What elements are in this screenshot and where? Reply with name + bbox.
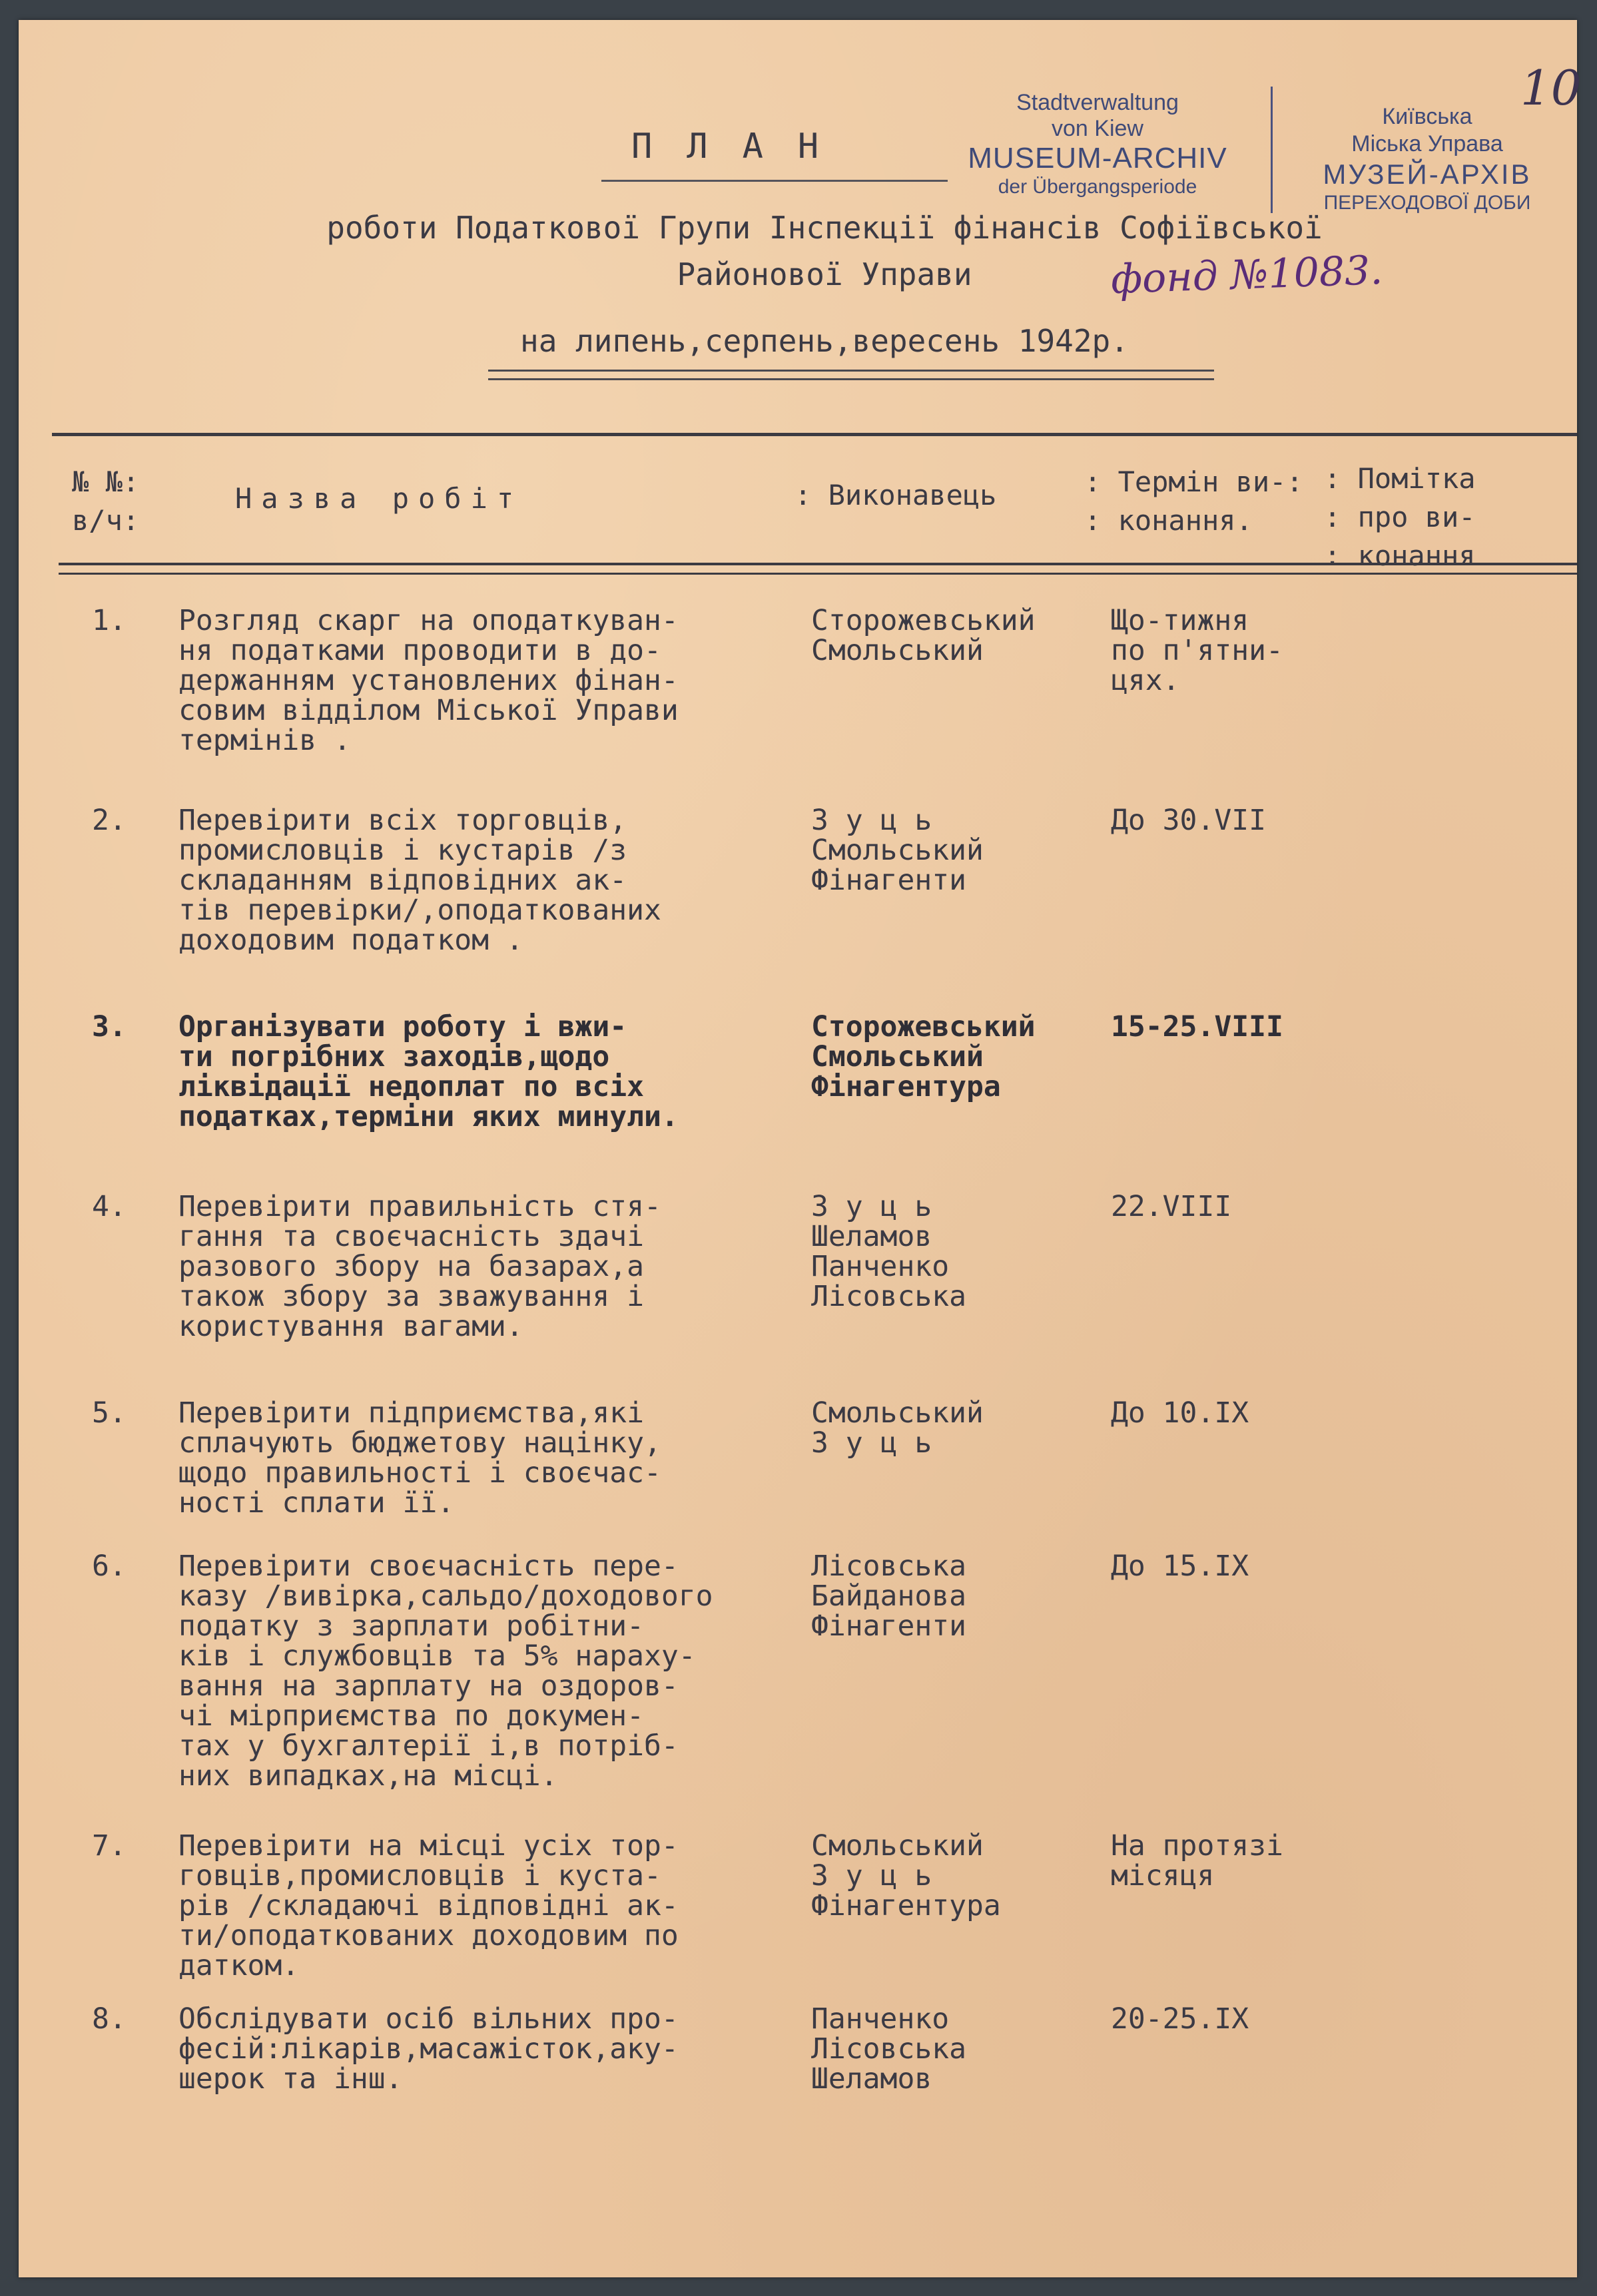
stamp-ua-line2: Міська Управа (1351, 131, 1503, 156)
executors-line: З у ц ь (811, 1426, 932, 1460)
executors-line: З у ц ь (811, 1190, 932, 1223)
task-description-line: тів перевірки/,оподаткованих (178, 894, 661, 927)
task-description (178, 1398, 818, 1518)
task-description-line: ня податками проводити в до- (178, 634, 661, 667)
completion-term-line: 15-25.VIII (1111, 1010, 1283, 1043)
header-executor: : Виконавець (795, 479, 997, 511)
completion-term (1111, 806, 1391, 836)
row-number: 4. (92, 1190, 127, 1223)
task-description-line: казу /вивірка,сальдо/доходового (178, 1579, 713, 1613)
task-description-line: ків і службовців та 5% нараху- (178, 1639, 696, 1673)
executors-line: Смольський (811, 1829, 984, 1863)
task-description-line: Перевірити правильність стя- (178, 1190, 661, 1223)
task-description-line: складанням відповідних ак- (178, 864, 627, 897)
completion-term (1111, 1552, 1391, 1581)
stamp-de-line1: Stadtverwaltung (1016, 90, 1179, 115)
period-underline-2 (488, 378, 1214, 380)
task-description-line: ти/оподаткованих доходовим по (178, 1919, 679, 1952)
task-description (178, 1831, 818, 1981)
executors-line: Панченко (811, 1250, 950, 1283)
completion-term (1111, 1192, 1391, 1222)
task-description-line: рів /складаючі відповідні ак- (178, 1889, 679, 1922)
task-description-line: доходовим податком . (178, 924, 523, 957)
title-underline (601, 180, 948, 182)
executors-line: З у ц ь (811, 804, 932, 837)
museum-archive-stamp-german (924, 90, 1271, 198)
task-description-line: сплачують бюджетову націнку, (178, 1426, 661, 1460)
museum-archive-stamp-ukrainian (1284, 103, 1570, 215)
task-description-line: Перевірити підприємства,які (178, 1396, 644, 1430)
executors-line: Шеламов (811, 1220, 932, 1253)
executors-line: Лісовська (811, 2032, 966, 2066)
task-description-line: вання на зарплату на оздоров- (178, 1669, 679, 1703)
completion-term (1111, 1398, 1391, 1428)
stamp-de-line4: der Übergangsperiode (998, 175, 1197, 198)
executors-line: Лісовська (811, 1280, 966, 1313)
executors-line: Смольський (811, 1396, 984, 1430)
executors (811, 1552, 1084, 1641)
task-description (178, 806, 818, 956)
task-description-line: них випадках,на місці. (178, 1759, 558, 1793)
task-description-line: Розгляд скарг на оподаткуван- (178, 604, 679, 637)
completion-term-line: На протязі (1111, 1829, 1283, 1863)
executors (811, 2004, 1084, 2094)
table-header-rule-1 (59, 563, 1577, 565)
executors-line: Фінагенти (811, 1609, 966, 1643)
executors-line: Лісовська (811, 1550, 966, 1583)
table-top-rule (52, 433, 1577, 436)
executors (811, 606, 1084, 666)
completion-term-line: До 10.IX (1111, 1396, 1249, 1430)
completion-term-line: 22.VIII (1111, 1190, 1232, 1223)
task-description-line: користування вагами. (178, 1310, 523, 1343)
completion-term-line: по п'ятни- (1111, 634, 1283, 667)
task-description-line: гання та своєчасність здачі (178, 1220, 644, 1253)
executors-line: Сторожевський (811, 1010, 1036, 1043)
handwritten-page-number: 10 (1520, 60, 1582, 116)
stamp-divider (1271, 87, 1273, 213)
executors-line: Смольський (811, 834, 984, 867)
executors-line: Шеламов (811, 2062, 932, 2096)
document-subtitle-line1: роботи Податкової Групи Інспекції фінансів Софіївської (326, 210, 1323, 246)
executors-line: Смольський (811, 634, 984, 667)
task-description-line: Обслідувати осіб вільних про- (178, 2002, 679, 2036)
task-description-line: також збору за зважування і (178, 1280, 644, 1313)
executors-line: Фінагенти (811, 864, 966, 897)
completion-term (1111, 1012, 1391, 1042)
archive-document-page (19, 20, 1582, 2277)
task-description (178, 1192, 818, 1342)
table-header-rule-2 (59, 573, 1577, 575)
stamp-de-line2: von Kiew (1052, 116, 1143, 142)
row-number: 6. (92, 1550, 127, 1583)
handwritten-fond-note: фонд №1083. (1110, 246, 1384, 304)
task-description-line: податку з зарплати робітни- (178, 1609, 644, 1643)
task-description-line: тах у бухгалтерії і,в потріб- (178, 1729, 679, 1763)
completion-term (1111, 606, 1391, 696)
task-description-line: щодо правильності і своєчас- (178, 1456, 661, 1490)
executors (811, 1398, 1084, 1458)
task-description-line: держанням установлених фінан- (178, 664, 679, 697)
task-description (178, 1012, 818, 1132)
task-description-line: шерок та інш. (178, 2062, 403, 2096)
task-description-line: датком. (178, 1949, 300, 1982)
stamp-ua-line4: ПЕРЕХОДОВОЇ ДОБИ (1323, 191, 1531, 214)
header-number: № №: в/ч: (72, 465, 140, 537)
completion-term-line: Що-тижня (1111, 604, 1249, 637)
completion-term-line: 20-25.IX (1111, 2002, 1249, 2036)
row-number: 5. (92, 1396, 127, 1430)
stamp-de-line3: MUSEUM-ARCHIV (968, 142, 1227, 175)
task-description-line: ності сплати її. (178, 1486, 455, 1520)
executors (811, 806, 1084, 896)
task-description (178, 606, 818, 756)
task-description-line: совим відділом Міської Управи (178, 694, 679, 727)
completion-term-line: До 30.VII (1111, 804, 1266, 837)
task-description-line: фесій:лікарів,масажісток,аку- (178, 2032, 679, 2066)
document-subtitle-line2: Районової Управи (677, 256, 972, 292)
executors-line: Сторожевський (811, 604, 1036, 637)
document-period: на липень,серпень,вересень 1942р. (520, 323, 1129, 359)
executors (811, 1192, 1084, 1312)
row-number: 2. (92, 804, 127, 837)
row-number: 3. (92, 1010, 127, 1043)
completion-term (1111, 2004, 1391, 2034)
executors-line: З у ц ь (811, 1859, 932, 1892)
completion-term (1111, 1831, 1391, 1891)
task-description-line: Перевірити всіх торговців, (178, 804, 627, 837)
task-description-line: Організувати роботу і вжи- (178, 1010, 627, 1043)
executors-line: Байданова (811, 1579, 966, 1613)
row-number: 7. (92, 1829, 127, 1863)
task-description (178, 2004, 818, 2094)
executors-line: Фінагентура (811, 1889, 1001, 1922)
executors (811, 1831, 1084, 1921)
task-description-line: чі мірприємства по докумен- (178, 1699, 644, 1733)
period-underline-1 (488, 370, 1214, 372)
completion-term-line: місяця (1111, 1859, 1215, 1892)
header-term: : Термін ви-: : конання. (1084, 465, 1303, 537)
task-description-line: промисловців і кустарів /з (178, 834, 627, 867)
row-number: 1. (92, 604, 127, 637)
task-description-line: термінів . (178, 724, 351, 757)
executors-line: Смольський (811, 1040, 984, 1073)
task-description-line: говців,промисловців і куста- (178, 1859, 661, 1892)
header-task-name: Назва робіт (235, 482, 523, 515)
stamp-ua-line3: МУЗЕЙ-АРХІВ (1323, 158, 1532, 190)
row-number: 8. (92, 2002, 127, 2036)
task-description-line: разового збору на базарах,а (178, 1250, 644, 1283)
executors-line: Панченко (811, 2002, 950, 2036)
task-description (178, 1552, 818, 1791)
stamp-ua-line1: Київська (1382, 104, 1472, 129)
task-description-line: податках,терміни яких минули. (178, 1100, 679, 1133)
executors-line: Фінагентура (811, 1070, 1001, 1103)
header-note: : Помітка : про ви- : конання (1324, 462, 1476, 572)
task-description-line: Перевірити на місці усіх тор- (178, 1829, 679, 1863)
completion-term-line: цях. (1111, 664, 1180, 697)
task-description-line: ти погрібних заходів,щодо (178, 1040, 610, 1073)
document-title: ПЛАН (631, 127, 854, 166)
executors (811, 1012, 1084, 1102)
completion-term-line: До 15.IX (1111, 1550, 1249, 1583)
task-description-line: ліквідації недоплат по всіх (178, 1070, 644, 1103)
task-description-line: Перевірити своєчасність пере- (178, 1550, 679, 1583)
